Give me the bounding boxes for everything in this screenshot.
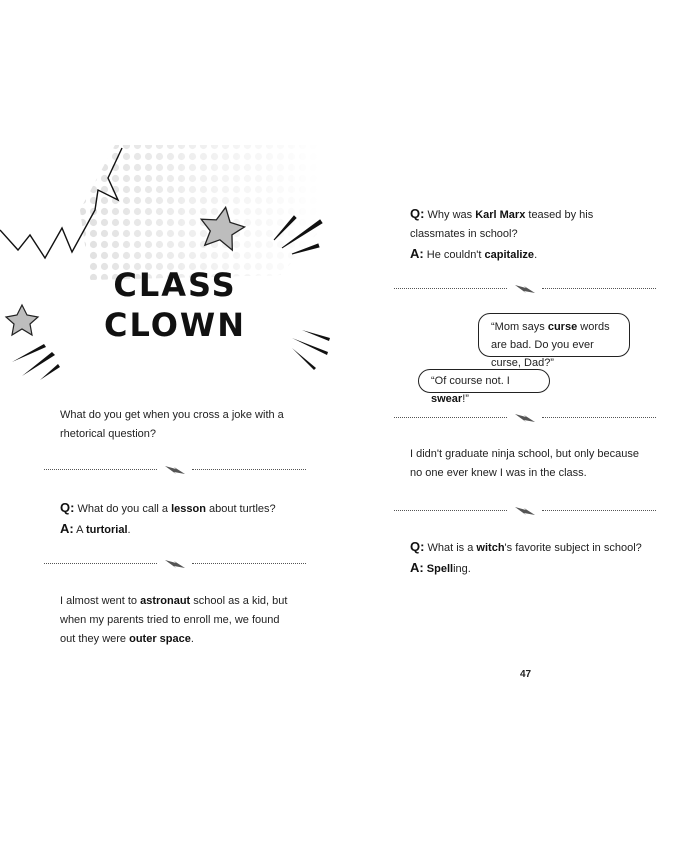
lightning-bolt-icon bbox=[164, 558, 186, 570]
question-line bbox=[60, 498, 300, 519]
joke-witch bbox=[410, 537, 650, 579]
q-label: Q: bbox=[60, 500, 75, 515]
left-page bbox=[0, 0, 340, 855]
a-bold-word: capitalize bbox=[484, 249, 535, 261]
a-text: A bbox=[73, 524, 86, 536]
answer-line bbox=[410, 558, 650, 579]
q-text-end: 's favorite subject in school? bbox=[504, 542, 642, 554]
bubble-text: “Of course not. I bbox=[431, 375, 510, 387]
lightning-bolt-icon bbox=[164, 464, 186, 476]
section-divider bbox=[394, 283, 656, 295]
lightning-bolt-icon bbox=[514, 283, 536, 295]
text-part: school as a kid, but when my parents tried to enroll me, we found out they were bbox=[60, 595, 288, 645]
q-label: Q: bbox=[410, 539, 425, 554]
joke-karl-marx bbox=[410, 204, 640, 265]
bubble-text: !” bbox=[462, 393, 469, 405]
text-part: I almost went to bbox=[60, 595, 141, 607]
joke-ninja: I didn't graduate ninja school, but only because no one ever knew I was in the class. bbox=[410, 448, 639, 479]
burst-lines-icon bbox=[12, 344, 60, 380]
section-divider bbox=[394, 505, 656, 517]
bubble-text: “Mom says bbox=[491, 321, 548, 333]
question-line bbox=[410, 537, 650, 558]
joke-rhetorical: What do you get when you cross a joke with a rhetorical question? bbox=[60, 409, 284, 440]
a-label: A: bbox=[410, 246, 424, 261]
title-decoration bbox=[0, 140, 340, 380]
section-divider bbox=[394, 412, 656, 424]
joke-turtles bbox=[60, 498, 300, 540]
joke-astronaut bbox=[60, 592, 295, 649]
a-text: He couldn't bbox=[423, 249, 485, 261]
q-bold-word: Karl Marx bbox=[475, 209, 526, 221]
page-title-line2: CLOWN bbox=[103, 306, 246, 344]
a-text-end: . bbox=[534, 249, 538, 261]
bubble-text: words are bad. Do you ever curse, Dad?” bbox=[491, 321, 610, 369]
right-page bbox=[350, 0, 700, 855]
q-text: What do you call a bbox=[74, 503, 172, 515]
speech-bubble-dad bbox=[418, 369, 550, 405]
a-bold-word: turtorial bbox=[85, 524, 128, 536]
q-text-end: teased by his classmates in school? bbox=[410, 209, 594, 240]
answer-line bbox=[60, 519, 300, 540]
speech-bubble-child bbox=[478, 313, 630, 369]
bold-word: astronaut bbox=[140, 595, 191, 607]
q-text: Why was bbox=[424, 209, 476, 221]
q-bold-word: lesson bbox=[171, 503, 206, 515]
a-bold-word: Spell bbox=[426, 563, 454, 575]
a-label: A: bbox=[410, 560, 424, 575]
text-part: . bbox=[190, 633, 194, 645]
lightning-bolt-icon bbox=[514, 505, 536, 517]
star-icon bbox=[6, 305, 38, 335]
bold-word: outer space bbox=[129, 633, 191, 645]
q-text-end: about turtles? bbox=[205, 503, 276, 515]
a-label: A: bbox=[60, 521, 74, 536]
section-divider bbox=[44, 558, 306, 570]
answer-line bbox=[410, 244, 640, 265]
lightning-bolt-icon bbox=[514, 412, 536, 424]
burst-lines-icon bbox=[292, 330, 330, 370]
q-label: Q: bbox=[410, 206, 425, 221]
bold-word: swear bbox=[431, 393, 463, 405]
question-line bbox=[410, 204, 640, 244]
section-divider bbox=[44, 464, 306, 476]
q-bold-word: witch bbox=[476, 542, 505, 554]
q-text: What is a bbox=[424, 542, 477, 554]
page-number: 47 bbox=[520, 669, 532, 680]
a-text-end: . bbox=[127, 524, 131, 536]
bold-word: curse bbox=[547, 321, 578, 333]
page-title-line1: CLASS bbox=[113, 266, 237, 304]
a-text-end: ing. bbox=[453, 563, 471, 575]
